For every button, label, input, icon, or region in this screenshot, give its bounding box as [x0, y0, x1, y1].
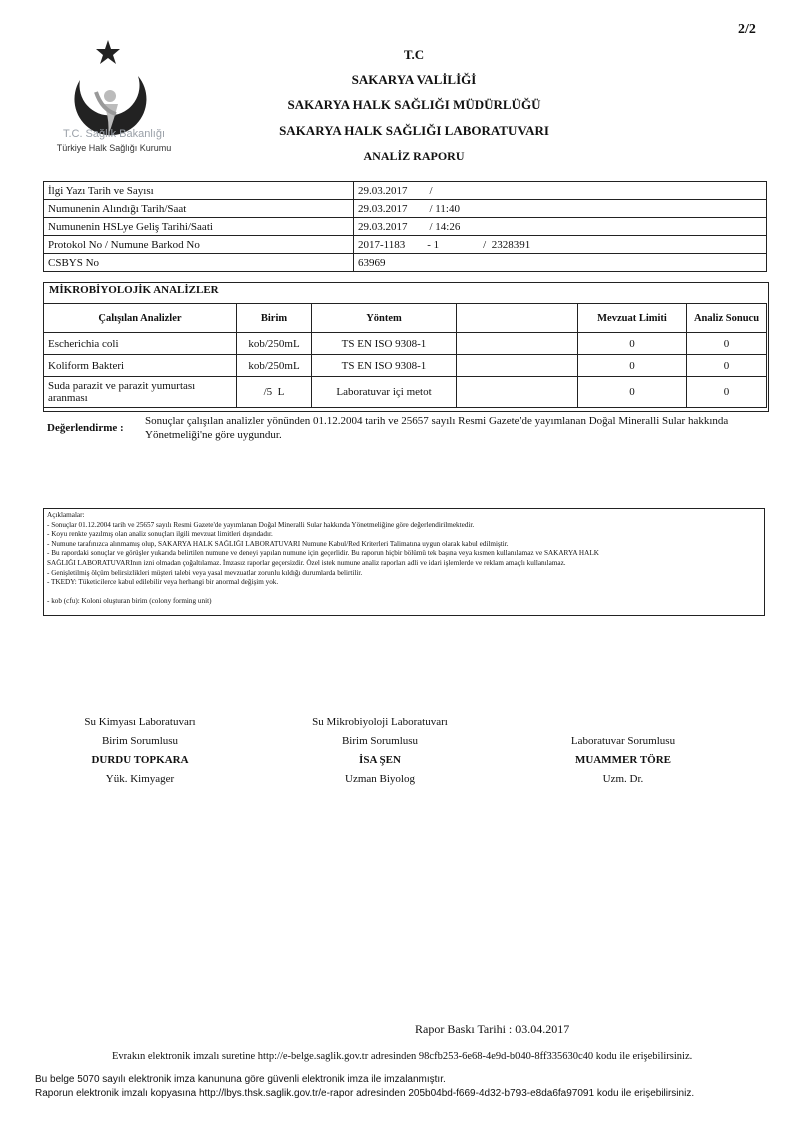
col-header-birim: Birim	[237, 304, 312, 333]
table-row	[44, 355, 767, 377]
notes-line: - Bu rapordaki sonuçlar ve görüşler yukarıda belirtilen numune ve deneyi yapılan numune için geçerlidir. Bu raporun hiçbir bölümü tek başına veya kısmen kullanılamaz ve SAKARYA HALK	[47, 549, 599, 558]
table-row	[44, 333, 767, 355]
signature-lab: Su Kimyası Laboratuvarı	[84, 716, 196, 728]
signature-block-chemistry	[25, 713, 255, 789]
cell-sonuc: 0	[687, 333, 767, 355]
signature-role: Birim Sorumlusu	[341, 735, 419, 747]
signature-title: Yük. Kimyager	[105, 773, 175, 785]
evaluation-label: Değerlendirme :	[47, 422, 124, 434]
table-row	[44, 200, 767, 218]
logo-text-ministry: T.C. Sağlık Bakanlığı	[62, 128, 166, 140]
notes-line	[47, 588, 761, 598]
header-tc: T.C	[403, 47, 425, 62]
info-value: 63969	[354, 254, 767, 272]
info-label: Numunenin Alındığı Tarih/Saat	[44, 200, 354, 218]
signature-block-lab-head	[508, 732, 738, 789]
cell-yontem: TS EN ISO 9308-1	[312, 355, 457, 377]
signature-title: Uzman Biyolog	[345, 773, 415, 785]
signature-block-microbiology	[265, 713, 495, 789]
notes-line: - Numune tarafınızca alınmamış olup, SAKARYA HALK SAĞLIĞI LABORATUVARI Numune Kabul/Red Kriterleri Talimatına uygun olarak kabul edilmiştir.	[47, 539, 509, 548]
info-value: 29.03.2017 / 11:40	[354, 200, 767, 218]
page-number: 2/2	[738, 22, 756, 37]
signature-name: MUAMMER TÖRE	[574, 754, 672, 766]
header-valilik: SAKARYA VALİLİĞİ	[351, 72, 477, 87]
footer-erapor-line: Raporun elektronik imzalı kopyasına http://lbys.thsk.saglik.gov.tr/e-rapor adresinden 205b04bd-f669-4d32-b793-e8da6fa97091 kodu ile erişebilirsiniz.	[35, 1088, 695, 1099]
col-header-blank	[457, 304, 578, 333]
cell-analiz: Escherichia coli	[44, 333, 237, 355]
signature-title: Uzm. Dr.	[602, 773, 644, 785]
notes-line: Açıklamalar:	[47, 511, 85, 519]
info-label: CSBYS No	[44, 254, 354, 272]
signature-role: Birim Sorumlusu	[101, 735, 179, 747]
signature-name: İSA ŞEN	[359, 754, 401, 766]
col-header-analiz: Çalışılan Analizler	[44, 304, 237, 333]
col-header-sonuc: Analiz Sonucu	[687, 304, 767, 333]
notes-line: - kob (cfu): Koloni oluşturan birim (colony forming unit)	[47, 597, 212, 606]
signature-name: DURDU TOPKARA	[91, 754, 189, 766]
table-row	[44, 254, 767, 272]
table-header-row	[44, 304, 767, 333]
cell-blank	[457, 377, 578, 408]
cell-analiz: Suda parazit ve parazit yumurtası aranması	[44, 377, 237, 408]
cell-limit: 0	[578, 377, 687, 408]
cell-limit: 0	[578, 333, 687, 355]
cell-sonuc: 0	[687, 355, 767, 377]
cell-analiz: Koliform Bakteri	[44, 355, 237, 377]
cell-limit: 0	[578, 355, 687, 377]
micro-analysis-table	[43, 303, 767, 408]
cell-sonuc: 0	[687, 377, 767, 408]
notes-line: - TKEDY: Tüketicilerce kabul edilebilir veya herhangi bir anormal değişim yok.	[47, 578, 279, 587]
report-title: ANALİZ RAPORU	[363, 149, 465, 163]
notes-line: SAĞLIĞI LABORATUVARInın izni olmadan çoğaltılamaz. İmzasız raporlar geçersizdir. Özel istek numune analiz raporları adli ve idari işlemlerde ve reklam amaçlı kullanılamaz.	[47, 558, 566, 567]
col-header-limit: Mevzuat Limiti	[578, 304, 687, 333]
header-laboratuvar: SAKARYA HALK SAĞLIĞI LABORATUVARI	[279, 123, 549, 138]
cell-blank	[457, 333, 578, 355]
evaluation-line: Yönetmeliği'ne göre uygundur.	[145, 429, 282, 441]
table-row	[44, 377, 767, 408]
signature-role: Laboratuvar Sorumlusu	[570, 735, 676, 747]
info-label: İlgi Yazı Tarih ve Sayısı	[44, 182, 354, 200]
print-date: Rapor Baskı Tarihi : 03.04.2017	[415, 1022, 570, 1036]
signature-lab: Su Mikrobiyoloji Laboratuvarı	[312, 716, 448, 728]
cell-blank	[457, 355, 578, 377]
info-value: 29.03.2017 /	[354, 182, 767, 200]
cell-birim: kob/250mL	[237, 355, 312, 377]
logo-text-institution: Türkiye Halk Sağlığı Kurumu	[56, 143, 172, 153]
footer-esignature-line: Bu belge 5070 sayılı elektronik imza kanununa göre güvenli elektronik imza ile imzalanmıştır.	[35, 1074, 446, 1085]
micro-section-title: MİKROBİYOLOJİK ANALİZLER	[49, 284, 219, 296]
sample-info-table	[43, 181, 767, 272]
header-mudurluk: SAKARYA HALK SAĞLIĞI MÜDÜRLÜĞÜ	[287, 97, 541, 112]
info-label: Protokol No / Numune Barkod No	[44, 236, 354, 254]
col-header-yontem: Yöntem	[312, 304, 457, 333]
notes-line: - Genişletilmiş ölçüm belirsizlikleri müşteri talebi veya yasal mevzuatlar zorunlu kıldığı durumlarda belirtilir.	[47, 568, 363, 577]
evaluation-text	[145, 414, 775, 442]
cell-yontem: TS EN ISO 9308-1	[312, 333, 457, 355]
info-label: Numunenin HSLye Geliş Tarihi/Saati	[44, 218, 354, 236]
notes-line: - Sonuçlar 01.12.2004 tarih ve 25657 sayılı Resmi Gazete'de yayımlanan Doğal Mineralli Sular hakkında Yönetmeliğine göre değerlendirilmektedir.	[47, 520, 475, 529]
notes-line: - Koyu renkte yazılmış olan analiz sonuçları ilgili mevzuat limitleri dışındadır.	[47, 530, 273, 539]
table-row	[44, 182, 767, 200]
notes-box	[43, 508, 765, 616]
cell-yontem: Laboratuvar içi metot	[312, 377, 457, 408]
cell-birim: /5 L	[237, 377, 312, 408]
footer-ebelge-line: Evrakın elektronik imzalı suretine http://e-belge.saglik.gov.tr adresinden 98cfb253-6e68-4e9d-b040-8ff335630c40 kodu ile erişebilirsiniz.	[112, 1051, 693, 1062]
table-row	[44, 218, 767, 236]
evaluation-line: Sonuçlar çalışılan analizler yönünden 01.12.2004 tarih ve 25657 sayılı Resmi Gazete'de yayımlanan Doğal Mineralli Sular hakkında	[145, 415, 729, 427]
cell-birim: kob/250mL	[237, 333, 312, 355]
info-value: 2017-1183 - 1 / 2328391	[354, 236, 767, 254]
table-row	[44, 236, 767, 254]
info-value: 29.03.2017 / 14:26	[354, 218, 767, 236]
